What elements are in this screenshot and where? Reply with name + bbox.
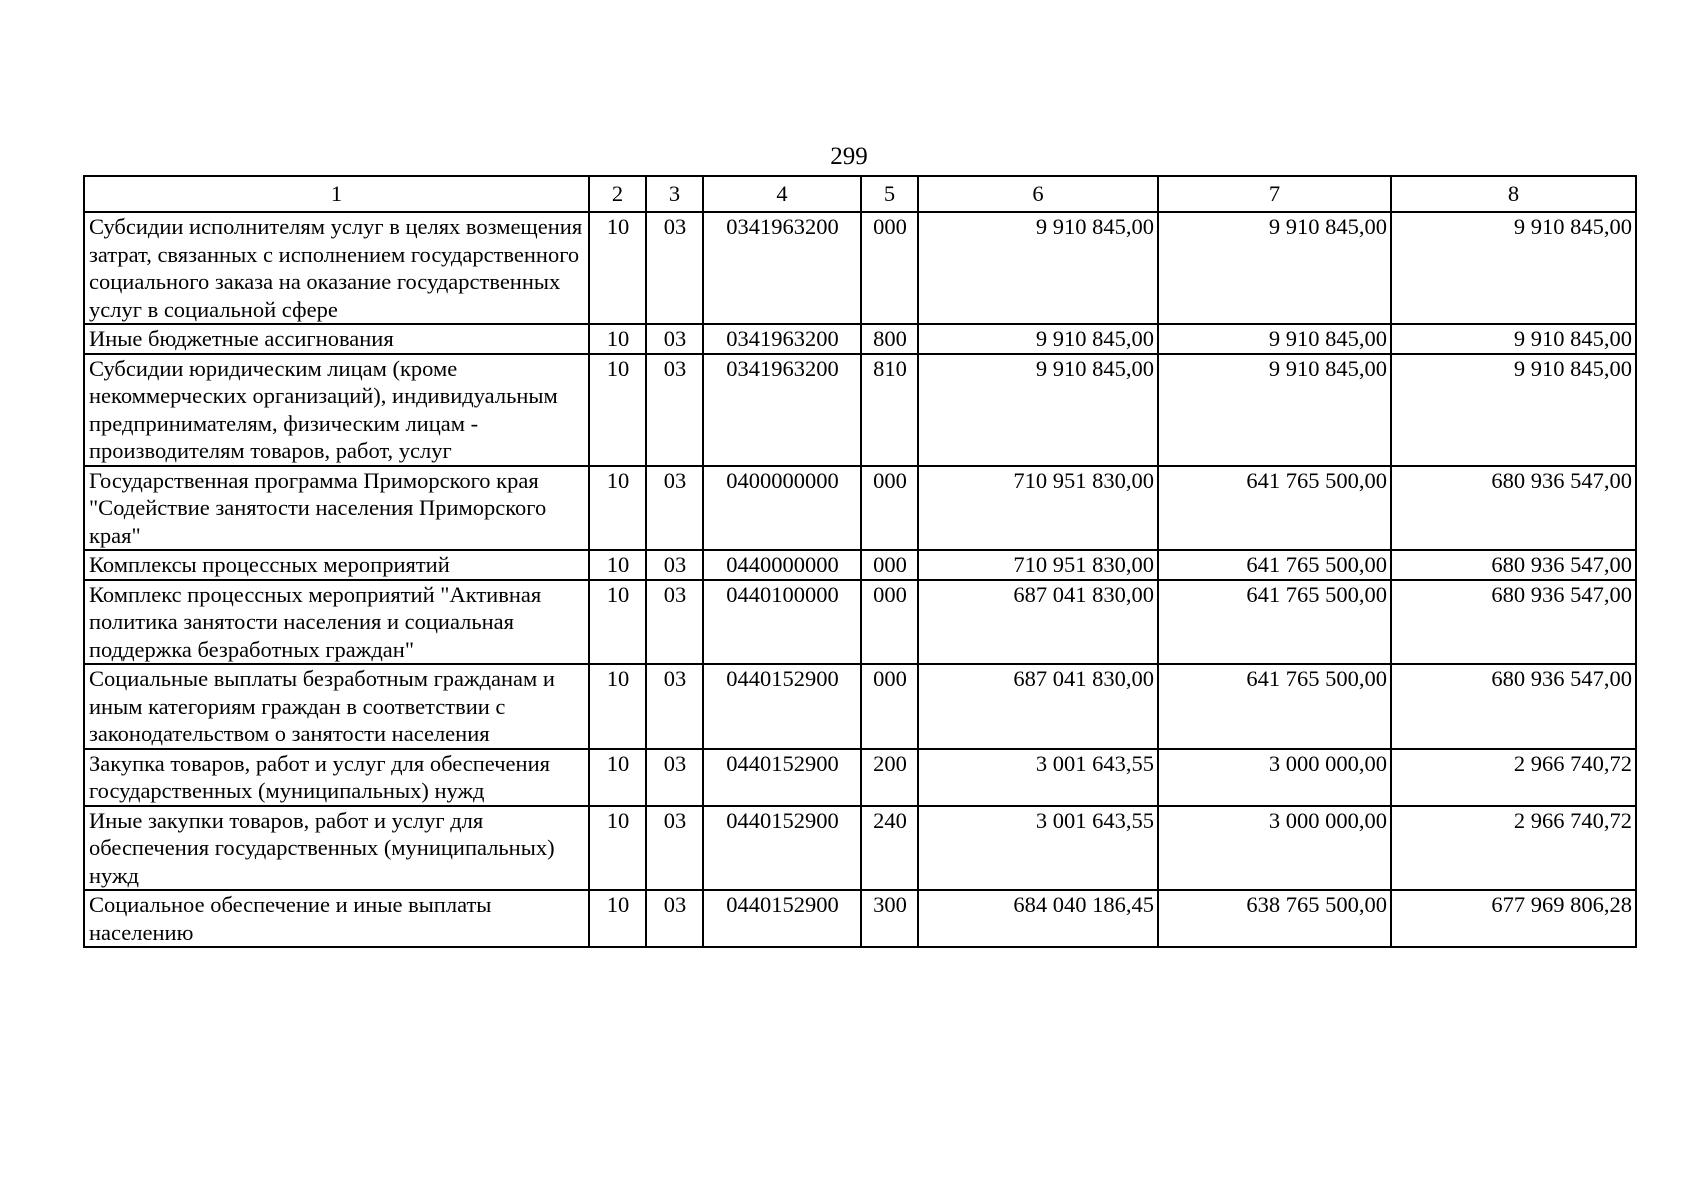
header-cell: 3 (646, 176, 703, 212)
amount-col8-cell: 9 910 845,00 (1391, 212, 1636, 324)
amount-col8-cell: 680 936 547,00 (1391, 580, 1636, 665)
expense-type-cell: 200 (861, 749, 918, 806)
row-name-cell: Социальные выплаты безработным гражданам и иным категориям граждан в соответствии с законодательством о занятости населения (84, 664, 589, 749)
subsection-code-cell: 03 (646, 354, 703, 466)
amount-col7-cell: 9 910 845,00 (1158, 354, 1391, 466)
section-code-cell: 10 (589, 324, 646, 354)
target-article-cell: 0440000000 (703, 550, 861, 580)
amount-col7-cell: 638 765 500,00 (1158, 890, 1391, 947)
amount-col8-cell: 677 969 806,28 (1391, 890, 1636, 947)
section-code-cell: 10 (589, 550, 646, 580)
table-row (84, 806, 1636, 891)
budget-table (83, 175, 1637, 948)
target-article-cell: 0440100000 (703, 580, 861, 665)
amount-col6-cell: 710 951 830,00 (918, 466, 1158, 551)
expense-type-cell: 300 (861, 890, 918, 947)
amount-col6-cell: 9 910 845,00 (918, 324, 1158, 354)
target-article-cell: 0440152900 (703, 806, 861, 891)
table-row (84, 324, 1636, 354)
amount-col6-cell: 687 041 830,00 (918, 580, 1158, 665)
amount-col8-cell: 680 936 547,00 (1391, 664, 1636, 749)
subsection-code-cell: 03 (646, 466, 703, 551)
amount-col7-cell: 3 000 000,00 (1158, 806, 1391, 891)
subsection-code-cell: 03 (646, 749, 703, 806)
target-article-cell: 0440152900 (703, 890, 861, 947)
header-cell: 6 (918, 176, 1158, 212)
table-row (84, 664, 1636, 749)
amount-col7-cell: 9 910 845,00 (1158, 212, 1391, 324)
amount-col8-cell: 2 966 740,72 (1391, 749, 1636, 806)
expense-type-cell: 000 (861, 550, 918, 580)
row-name-cell: Иные закупки товаров, работ и услуг для обеспечения государственных (муниципальных) нужд (84, 806, 589, 891)
table-row (84, 749, 1636, 806)
row-name-cell: Государственная программа Приморского края "Содействие занятости населения Приморского края" (84, 466, 589, 551)
header-cell: 4 (703, 176, 861, 212)
header-cell: 2 (589, 176, 646, 212)
header-cell: 8 (1391, 176, 1636, 212)
page-number: 299 (830, 143, 868, 170)
subsection-code-cell: 03 (646, 580, 703, 665)
header-cell: 1 (84, 176, 589, 212)
amount-col7-cell: 641 765 500,00 (1158, 466, 1391, 551)
row-name-cell: Иные бюджетные ассигнования (84, 324, 589, 354)
section-code-cell: 10 (589, 354, 646, 466)
amount-col6-cell: 684 040 186,45 (918, 890, 1158, 947)
header-cell: 5 (861, 176, 918, 212)
section-code-cell: 10 (589, 890, 646, 947)
row-name-cell: Комплекс процессных мероприятий "Активная политика занятости населения и социальная поддержка безработных граждан" (84, 580, 589, 665)
amount-col7-cell: 641 765 500,00 (1158, 664, 1391, 749)
amount-col6-cell: 9 910 845,00 (918, 354, 1158, 466)
section-code-cell: 10 (589, 466, 646, 551)
amount-col7-cell: 641 765 500,00 (1158, 580, 1391, 665)
amount-col7-cell: 9 910 845,00 (1158, 324, 1391, 354)
expense-type-cell: 240 (861, 806, 918, 891)
row-name-cell: Закупка товаров, работ и услуг для обеспечения государственных (муниципальных) нужд (84, 749, 589, 806)
amount-col8-cell: 9 910 845,00 (1391, 324, 1636, 354)
expense-type-cell: 000 (861, 664, 918, 749)
amount-col8-cell: 9 910 845,00 (1391, 354, 1636, 466)
amount-col8-cell: 2 966 740,72 (1391, 806, 1636, 891)
row-name-cell: Субсидии исполнителям услуг в целях возмещения затрат, связанных с исполнением государственного социального заказа на оказание государственных услуг в социальной сфере (84, 212, 589, 324)
table-row (84, 466, 1636, 551)
table-header-row (84, 176, 1636, 212)
target-article-cell: 0341963200 (703, 324, 861, 354)
amount-col6-cell: 710 951 830,00 (918, 550, 1158, 580)
section-code-cell: 10 (589, 580, 646, 665)
amount-col7-cell: 641 765 500,00 (1158, 550, 1391, 580)
target-article-cell: 0440152900 (703, 664, 861, 749)
expense-type-cell: 000 (861, 466, 918, 551)
amount-col8-cell: 680 936 547,00 (1391, 550, 1636, 580)
target-article-cell: 0341963200 (703, 212, 861, 324)
table-row (84, 890, 1636, 947)
expense-type-cell: 810 (861, 354, 918, 466)
amount-col6-cell: 9 910 845,00 (918, 212, 1158, 324)
row-name-cell: Комплексы процессных мероприятий (84, 550, 589, 580)
table-row (84, 580, 1636, 665)
subsection-code-cell: 03 (646, 212, 703, 324)
amount-col7-cell: 3 000 000,00 (1158, 749, 1391, 806)
section-code-cell: 10 (589, 749, 646, 806)
subsection-code-cell: 03 (646, 324, 703, 354)
expense-type-cell: 000 (861, 580, 918, 665)
table-row (84, 354, 1636, 466)
expense-type-cell: 800 (861, 324, 918, 354)
target-article-cell: 0440152900 (703, 749, 861, 806)
row-name-cell: Социальное обеспечение и иные выплаты населению (84, 890, 589, 947)
subsection-code-cell: 03 (646, 890, 703, 947)
amount-col8-cell: 680 936 547,00 (1391, 466, 1636, 551)
section-code-cell: 10 (589, 212, 646, 324)
subsection-code-cell: 03 (646, 664, 703, 749)
amount-col6-cell: 3 001 643,55 (918, 806, 1158, 891)
amount-col6-cell: 3 001 643,55 (918, 749, 1158, 806)
expense-type-cell: 000 (861, 212, 918, 324)
section-code-cell: 10 (589, 806, 646, 891)
table-row (84, 550, 1636, 580)
header-cell: 7 (1158, 176, 1391, 212)
row-name-cell: Субсидии юридическим лицам (кроме некоммерческих организаций), индивидуальным предпринимателям, физическим лицам - производителям товаров, работ, услуг (84, 354, 589, 466)
target-article-cell: 0400000000 (703, 466, 861, 551)
target-article-cell: 0341963200 (703, 354, 861, 466)
amount-col6-cell: 687 041 830,00 (918, 664, 1158, 749)
section-code-cell: 10 (589, 664, 646, 749)
subsection-code-cell: 03 (646, 806, 703, 891)
table-row (84, 212, 1636, 324)
subsection-code-cell: 03 (646, 550, 703, 580)
